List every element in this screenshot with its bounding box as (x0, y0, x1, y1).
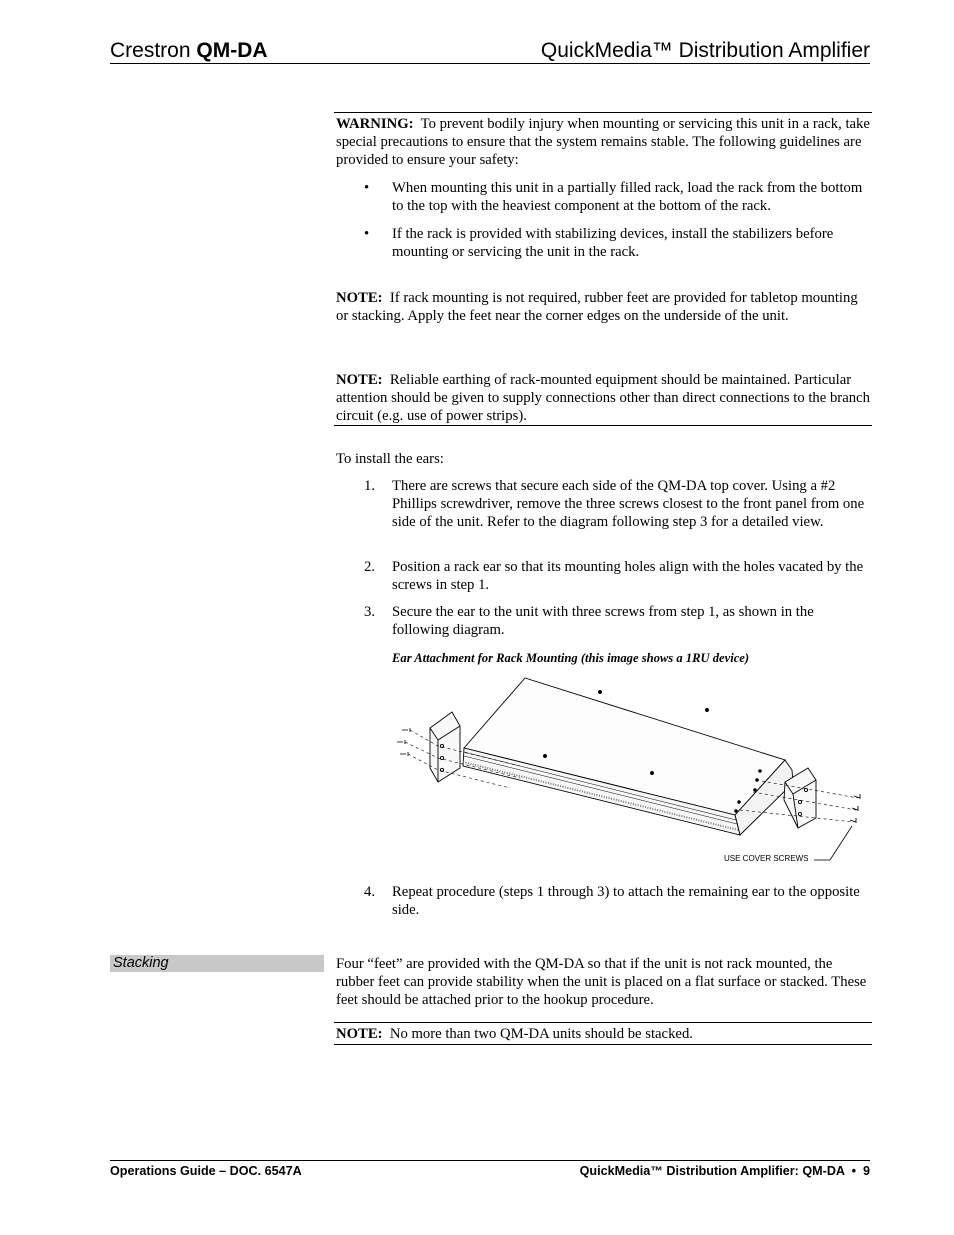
figure-caption: Ear Attachment for Rack Mounting (this image shows a 1RU device) (392, 651, 750, 665)
step-number: 3. (364, 604, 376, 620)
warning-text: To prevent bodily injury when mounting or servicing this unit in a rack, take special precautions to ensure that the system remains stable. The following guidelines are provided to ensure your safety: (336, 116, 870, 168)
bullet-marker: • (364, 180, 370, 196)
header-brand: Crestron (110, 39, 191, 62)
note-label: NOTE: (336, 1026, 383, 1042)
step-text: Repeat procedure (steps 1 through 3) to attach the remaining ear to the opposite side. (392, 884, 860, 918)
footer-title: QuickMedia™ Distribution Amplifier: QM-DA (579, 1164, 845, 1178)
warning-box-bottom-rule (334, 425, 872, 426)
install-intro: To install the ears: (336, 451, 444, 467)
step-text: Position a rack ear so that its mounting holes align with the holes vacated by the screws in step 1. (392, 559, 864, 593)
step-text: Secure the ear to the unit with three screws from step 1, as shown in the following diagram. (392, 604, 814, 638)
warning-box-top-rule (334, 112, 872, 113)
header-brand-model (110, 38, 268, 64)
stacking-note-bottom-rule (334, 1044, 872, 1045)
page-number: 9 (862, 1164, 870, 1178)
step-number: 1. (364, 478, 376, 494)
step-number: 4. (364, 884, 376, 900)
step-text: There are screws that secure each side of the QM-DA top cover. Using a #2 Phillips screwdriver, remove the three screws closest to the front panel from one side of the unit. Refer to the diagram following step 3 for a detailed view. (392, 478, 865, 530)
note-text: Reliable earthing of rack-mounted equipment should be maintained. Particular attention should be given to supply connections other than direct connections to the branch circuit (e.g. use of power strips). (336, 372, 870, 424)
rack-ear-diagram (380, 670, 880, 875)
footer-page-info (580, 1162, 870, 1180)
figure-label: USE COVER SCREWS (724, 854, 809, 863)
note-text: No more than two QM-DA units should be stacked. (389, 1026, 693, 1042)
header-model: QM-DA (196, 39, 268, 62)
warning-paragraph (336, 115, 872, 169)
stacking-note (336, 1025, 872, 1043)
warning-label: WARNING: (336, 116, 414, 132)
note-label: NOTE: (336, 290, 383, 306)
stacking-paragraph: Four “feet” are provided with the QM-DA so that if the unit is not rack mounted, the rubber feet can provide stability when the unit is placed on a flat surface or stacked. These feet should be attached prior to the hookup procedure. (336, 956, 867, 1008)
footer-doc-id: Operations Guide – DOC. 6547A (110, 1164, 302, 1178)
header-title: QuickMedia™ Distribution Amplifier (540, 39, 870, 62)
note-text: If rack mounting is not required, rubber feet are provided for tabletop mounting or stacking. Apply the feet near the corner edges on the underside of the unit. (336, 290, 858, 324)
header-rule (110, 63, 870, 64)
warning-bullet-1: When mounting this unit in a partially filled rack, load the rack from the bottom to the top with the heaviest component at the bottom of the rack. (392, 180, 863, 214)
footer-rule (110, 1160, 870, 1161)
footer-bullet: • (851, 1164, 856, 1178)
section-heading-stacking: Stacking (110, 955, 324, 972)
bullet-marker: • (364, 226, 370, 242)
step-number: 2. (364, 559, 376, 575)
note-rubber-feet (336, 289, 872, 325)
note-label: NOTE: (336, 372, 383, 388)
warning-bullet-2: If the rack is provided with stabilizing devices, install the stabilizers before mounting or servicing the unit in the rack. (392, 226, 834, 260)
note-earthing (336, 371, 872, 425)
stacking-note-top-rule (334, 1022, 872, 1023)
